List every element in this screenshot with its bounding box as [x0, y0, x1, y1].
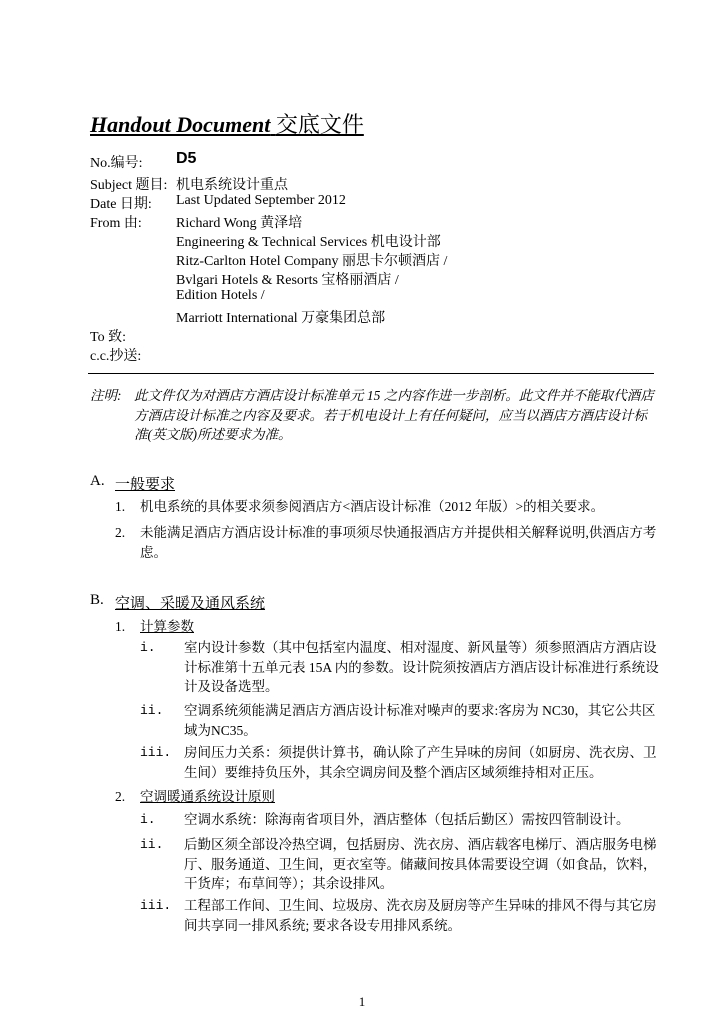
disclaimer-note: [90, 386, 656, 445]
document-title: [90, 108, 364, 139]
subsection-b2-title: 空调暖通系统设计原则: [140, 789, 275, 804]
b2-item-iii-text: 工程部工作间、卫生间、垃圾房、洗衣房及厨房等产生异味的排风不得与其它房间共享同一排风系统; 要求各设专用排风系统。: [184, 898, 657, 933]
meta-value-no: D5: [176, 150, 197, 167]
section-b-letter: B.: [90, 592, 104, 608]
subsection-b1-number: 1.: [115, 619, 126, 634]
section-b-title: 空调、采暖及通风系统: [115, 596, 266, 612]
b2-item-iii-number: iii.: [140, 898, 172, 913]
meta-label-to: To 致:: [90, 330, 126, 345]
from-line-2: Ritz-Carlton Hotel Company 丽思卡尔顿酒店 /: [176, 254, 448, 269]
b2-item-ii-text: 后勤区须全部设冷热空调，包括厨房、洗衣房、酒店载客电梯厅、酒店服务电梯厅、服务通道、卫生间，更衣室等。储藏间按具体需要设空调（如食品，饮料，干货库；布草间等）；其余设排风。: [184, 837, 657, 891]
subsection-b2-number: 2.: [115, 789, 126, 804]
section-a-title: 一般要求: [115, 477, 176, 493]
section-a-item-1-text: 机电系统的具体要求须参阅酒店方<酒店设计标准（2012 年版）>的相关要求。: [140, 499, 605, 514]
b2-item-i-text: 空调水系统：除海南省项目外，酒店整体（包括后勤区）需按四管制设计。: [184, 812, 630, 827]
subsection-b1-title: 计算参数: [140, 619, 194, 634]
b1-item-ii-number: ii.: [140, 703, 164, 718]
meta-label-subject: Subject 题目:: [90, 178, 168, 193]
b1-item-i-text: 室内设计参数（其中包括室内温度、相对湿度、新风量等）须参照酒店方酒店设计标准第十五单元表 15A 内的参数。设计院须按酒店方酒店设计标准进行系统设计及设备选型。: [184, 640, 659, 694]
meta-value-from: Richard Wong 黄泽培: [176, 216, 303, 231]
header-divider: [88, 373, 654, 374]
section-a-item-2-text: 未能满足酒店方酒店设计标准的事项须尽快通报酒店方并提供相关解释说明,供酒店方考虑。: [140, 525, 657, 560]
b2-item-ii-number: ii.: [140, 837, 164, 852]
section-a-letter: A.: [90, 473, 105, 489]
b2-item-i-number: i.: [140, 812, 156, 827]
b1-item-iii-number: iii.: [140, 745, 172, 760]
meta-label-date: Date 日期:: [90, 197, 152, 212]
from-line-3: Bvlgari Hotels & Resorts 宝格丽酒店 /: [176, 273, 399, 288]
meta-label-cc: c.c.抄送:: [90, 349, 142, 364]
b1-item-iii-text: 房间压力关系：须提供计算书，确认除了产生异味的房间（如厨房、洗衣房、卫生间）要维持负压外，其余空调房间及整个酒店区域须维持相对正压。: [184, 745, 657, 780]
meta-value-date: Last Updated September 2012: [176, 193, 346, 208]
meta-value-subject: 机电系统设计重点: [176, 178, 288, 193]
from-line-4: Edition Hotels /: [176, 288, 265, 303]
title-en: Handout Document: [90, 112, 271, 137]
section-a-item-2-number: 2.: [115, 525, 126, 540]
note-text: 此文件仅为对酒店方酒店设计标准单元 15 之内容作进一步剖析。此文件并不能取代酒店方酒店设计标准之内容及要求。若于机电设计上有任何疑问，应当以酒店方酒店设计标准(英文版)所述要求为准。: [134, 388, 654, 442]
meta-label-from: From 由:: [90, 216, 142, 231]
note-label: 注明:: [90, 388, 122, 403]
meta-label-no: No.编号:: [90, 156, 143, 171]
from-line-1: Engineering & Technical Services 机电设计部: [176, 235, 441, 250]
section-a-item-1-number: 1.: [115, 499, 126, 514]
title-cn: 交底文件: [275, 112, 364, 137]
b1-item-ii-text: 空调系统须能满足酒店方酒店设计标准对噪声的要求:客房为 NC30，其它公共区域为NC35。: [184, 703, 656, 738]
from-line-5: Marriott International 万豪集团总部: [176, 311, 386, 326]
b1-item-i-number: i.: [140, 640, 156, 655]
page-number: 1: [358, 994, 366, 1009]
